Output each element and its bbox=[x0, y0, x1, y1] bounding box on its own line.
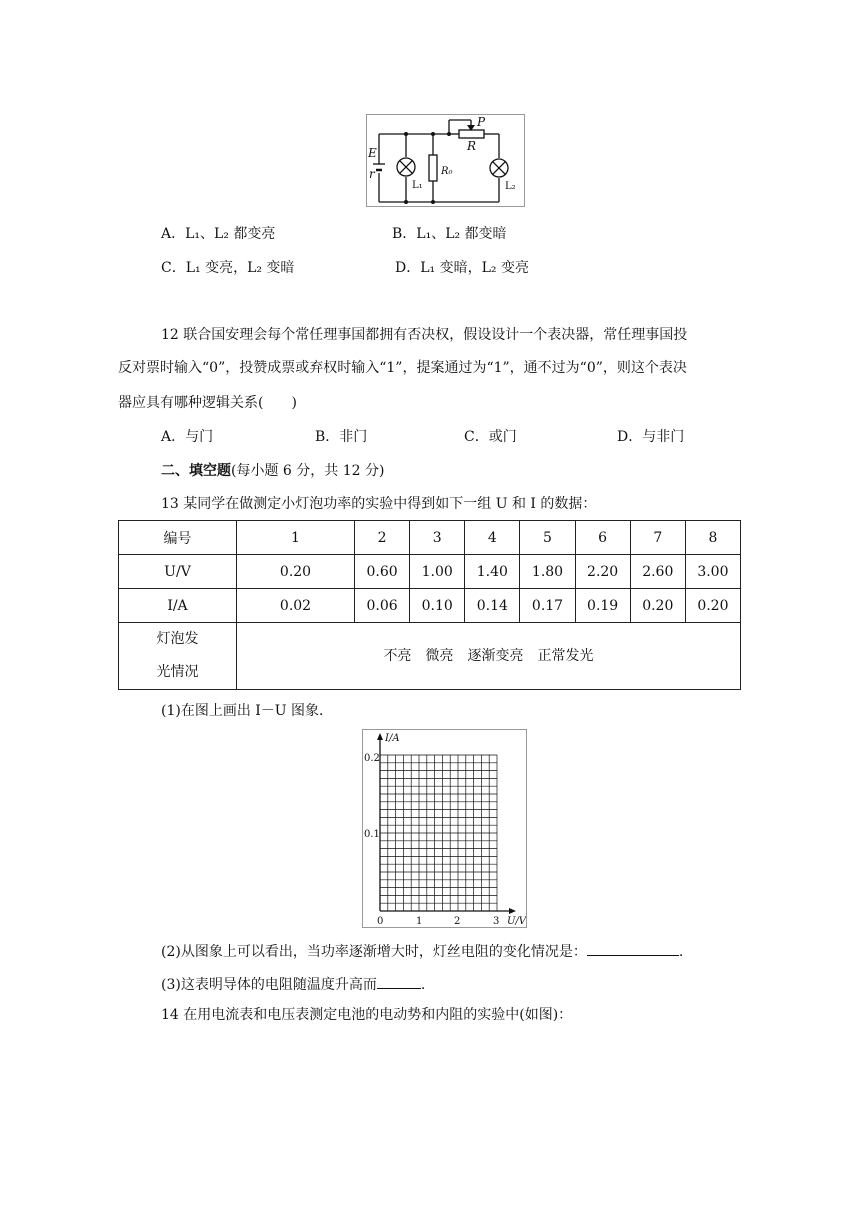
q12-text-line2: 反对票时输入“0”，投赞成票或弃权时输入“1”，提案通过为“1”，通不过为“0”，则这个表决 bbox=[118, 360, 687, 376]
iu-graph-svg bbox=[363, 730, 526, 927]
q12-option-c: C．或门 bbox=[464, 429, 517, 445]
table-cell: 0.17 bbox=[520, 589, 575, 623]
status-value: 不亮 微亮 逐渐变亮 正常发光 bbox=[237, 623, 741, 690]
section-title: 二、填空题 bbox=[161, 463, 231, 479]
table-cell: 5 bbox=[520, 521, 575, 555]
table-row bbox=[119, 521, 741, 555]
table-cell: 0.20 bbox=[630, 589, 685, 623]
q13-part3-text: (3)这表明导体的电阻随温度升高而 bbox=[161, 977, 377, 993]
label-E: E bbox=[368, 146, 377, 160]
y-axis-label: I/A bbox=[385, 733, 400, 744]
answer-blank[interactable] bbox=[587, 941, 679, 956]
x-tick-label: 0 bbox=[377, 916, 384, 927]
q13-part3-end: . bbox=[420, 977, 426, 993]
table-cell: 0.60 bbox=[355, 555, 410, 589]
row-label-number: 编号 bbox=[119, 521, 237, 555]
table-cell: 0.20 bbox=[685, 589, 740, 623]
table-cell: 4 bbox=[465, 521, 520, 555]
row-label-status bbox=[119, 623, 237, 690]
table-cell: 1.80 bbox=[520, 555, 575, 589]
table-row bbox=[119, 555, 741, 589]
x-tick-label: 2 bbox=[454, 916, 461, 927]
table-cell: 0.06 bbox=[355, 589, 410, 623]
q11-option-b: B．L₁、L₂ 都变暗 bbox=[392, 226, 507, 242]
circuit-svg bbox=[367, 115, 524, 206]
label-L2: L₂ bbox=[505, 181, 516, 192]
table-cell: 2.60 bbox=[630, 555, 685, 589]
q11-option-a: A．L₁、L₂ 都变亮 bbox=[161, 226, 276, 242]
circuit-diagram bbox=[366, 114, 525, 207]
q14-text: 14 在用电流表和电压表测定电池的电动势和内阻的实验中(如图)： bbox=[161, 1007, 573, 1023]
table-row bbox=[119, 589, 741, 623]
q13-part3 bbox=[161, 974, 425, 995]
q12-text-line3: 器应具有哪种逻辑关系( ) bbox=[118, 395, 297, 411]
answer-blank[interactable] bbox=[377, 974, 421, 989]
label-L1: L₁ bbox=[412, 180, 423, 191]
table-cell: 6 bbox=[575, 521, 630, 555]
iu-graph bbox=[362, 729, 527, 928]
section-note: (每小题 6 分，共 12 分) bbox=[231, 463, 385, 479]
table-cell: 1 bbox=[237, 521, 355, 555]
table-cell: 2.20 bbox=[575, 555, 630, 589]
q12-option-b: B．非门 bbox=[315, 429, 368, 445]
label-r: r bbox=[369, 167, 375, 181]
table-cell: 3.00 bbox=[685, 555, 740, 589]
row-label-current: I/A bbox=[119, 589, 237, 623]
q12-text-line1: 12 联合国安理会每个常任理事国都拥有否决权，假设设计一个表决器，常任理事国投 bbox=[161, 327, 688, 343]
status-label-line2: 光情况 bbox=[156, 664, 199, 680]
table-cell: 0.19 bbox=[575, 589, 630, 623]
label-P: P bbox=[477, 115, 486, 129]
table-cell: 8 bbox=[685, 521, 740, 555]
data-table bbox=[118, 520, 741, 690]
table-cell: 3 bbox=[410, 521, 465, 555]
q13-intro: 13 某同学在做测定小灯泡功率的实验中得到如下一组 U 和 I 的数据： bbox=[161, 496, 597, 512]
q13-part2-text: (2)从图象上可以看出，当功率逐渐增大时，灯丝电阻的变化情况是： bbox=[161, 944, 587, 960]
table-cell: 0.02 bbox=[237, 589, 355, 623]
q12-option-d: D．与非门 bbox=[617, 429, 685, 445]
q13-part2-end: . bbox=[678, 944, 684, 960]
table-row bbox=[119, 623, 741, 690]
table-cell: 1.40 bbox=[465, 555, 520, 589]
table-cell: 2 bbox=[355, 521, 410, 555]
q13-part2 bbox=[161, 941, 683, 962]
row-label-voltage: U/V bbox=[119, 555, 237, 589]
table-cell: 1.00 bbox=[410, 555, 465, 589]
status-label-line1: 灯泡发 bbox=[156, 631, 199, 647]
x-axis-label: U/V bbox=[507, 916, 526, 927]
table-cell: 0.10 bbox=[410, 589, 465, 623]
x-tick-label: 1 bbox=[416, 916, 423, 927]
x-tick-label: 3 bbox=[493, 916, 500, 927]
y-tick-label: 0.1 bbox=[364, 829, 380, 840]
y-tick-label: 0.2 bbox=[364, 753, 380, 764]
section-heading bbox=[161, 461, 384, 481]
q12-option-a: A．与门 bbox=[161, 429, 214, 445]
q11-option-c: C．L₁ 变亮，L₂ 变暗 bbox=[161, 260, 295, 276]
q11-option-d: D．L₁ 变暗，L₂ 变亮 bbox=[395, 260, 529, 276]
label-R: R bbox=[467, 139, 477, 153]
table-cell: 0.20 bbox=[237, 555, 355, 589]
q13-part1: (1)在图上画出 I－U 图象． bbox=[161, 703, 334, 719]
table-cell: 0.14 bbox=[465, 589, 520, 623]
label-R0: R₀ bbox=[441, 166, 453, 177]
table-cell: 7 bbox=[630, 521, 685, 555]
